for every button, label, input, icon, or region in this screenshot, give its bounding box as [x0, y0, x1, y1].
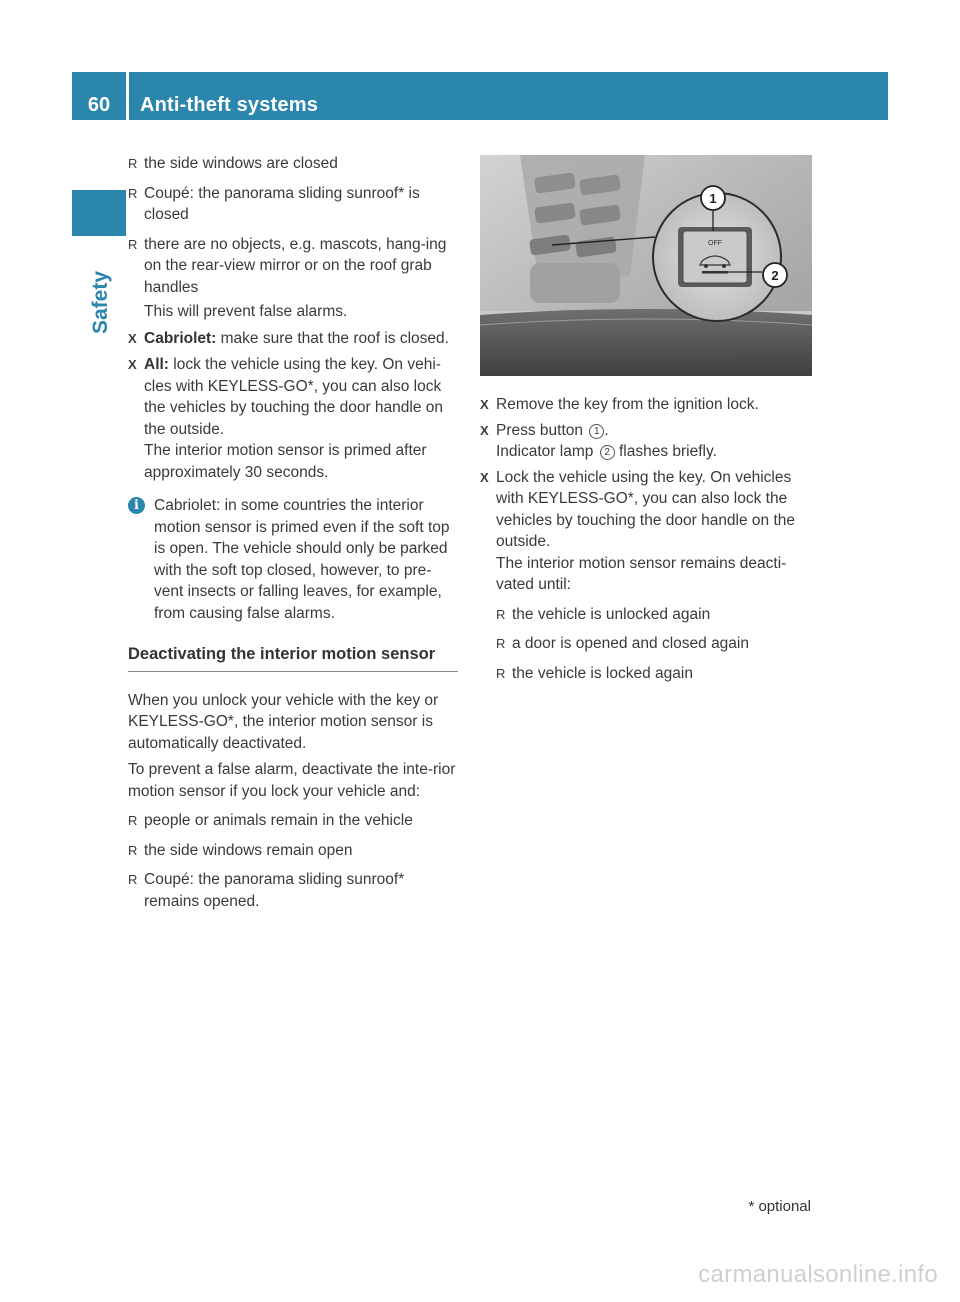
step-press-followup: Indicator lamp 2 flashes briefly. [496, 443, 717, 460]
callout-ref-2: 2 [600, 445, 615, 460]
footnote-optional: * optional [748, 1198, 811, 1215]
bullet-mark: R [496, 665, 506, 681]
list-item: R Coupé: the panorama sliding sunroof* is closed [128, 184, 420, 223]
bullet-mark: R [128, 185, 138, 201]
step-remove-key: X Remove the key from the ignition lock. [480, 394, 812, 416]
step-arrow-icon: X [480, 397, 489, 412]
bullet-mark: R [128, 872, 138, 887]
list-item: R the vehicle is locked again [496, 663, 812, 685]
callout-ref-1: 1 [589, 424, 604, 439]
svg-text:1: 1 [709, 191, 717, 206]
overhead-control-photo [480, 155, 812, 376]
info-note: i Cabriolet: in some countries the interior motion sensor is primed even if the soft top is open. The vehicle should only be parked with the soft top closed, however, to pre-vent insects or falling leaves, for example, from causing false alarms. [128, 495, 460, 624]
button-off-label: OFF [708, 240, 722, 247]
list-item: R a door is opened and closed again [496, 633, 812, 655]
svg-text:2: 2 [771, 268, 779, 283]
side-tab-block [72, 190, 126, 236]
step-lock-vehicle: X Lock the vehicle using the key. On vehicles with KEYLESS-GO*, you can also lock the vehicles by touching the door handle on the outside. The interior motion sensor remains deacti-vated until: [480, 467, 812, 596]
step-all: X All: lock the vehicle using the key. On vehi-cles with KEYLESS-GO*, you can also lock the vehicles by touching the door handle on the outside. The interior motion sensor is primed after approximately 30 seconds. [128, 354, 460, 483]
list-item: R people or animals remain in the vehicle [128, 810, 460, 832]
watermark: carmanualsonline.info [698, 1261, 938, 1288]
left-column [128, 153, 460, 920]
bullet-mark: R [496, 606, 506, 622]
info-icon: i [128, 497, 145, 514]
until-list [480, 604, 812, 685]
paragraph: To prevent a false alarm, deactivate the inte-rior motion sensor if you lock your vehicle and: [128, 761, 456, 800]
step-press-button: X Press button 1 . Indicator lamp 2 flashes briefly. [480, 420, 812, 463]
bullet-mark: R [496, 636, 506, 651]
side-tab-label: Safety [89, 270, 112, 334]
header-divider [126, 72, 129, 120]
overhead-control-illustration [480, 155, 812, 376]
callout-2 [763, 263, 787, 287]
step-arrow-icon: X [480, 469, 489, 485]
page-title: Anti-theft systems [140, 94, 319, 116]
bullet-mark: R [128, 156, 138, 171]
step-lock-followup: The interior motion sensor remains deacti-vated until: [496, 554, 787, 593]
right-column [480, 394, 812, 692]
callout-1 [701, 186, 725, 210]
bullet-mark: R [128, 236, 138, 252]
prevent-text: This will prevent false alarms. [144, 303, 348, 320]
paragraph: When you unlock your vehicle with the key or KEYLESS-GO*, the interior motion sensor is automatically deactivated. [128, 691, 439, 752]
page-header [72, 72, 888, 120]
section-heading: Deactivating the interior motion sensor [128, 644, 458, 672]
list-item: R the side windows remain open [128, 840, 460, 862]
step-all-followup: The interior motion sensor is primed after approximately 30 seconds. [144, 442, 427, 481]
figure-code: P54.25-8080-31 [734, 354, 806, 366]
step-arrow-icon: X [128, 330, 137, 346]
bullet-mark: R [128, 813, 138, 828]
step-cabriolet: X Cabriolet: make sure that the roof is closed. [128, 328, 460, 350]
page-number: 60 [87, 94, 111, 116]
step-arrow-icon: X [128, 357, 137, 372]
list-item: R there are no objects, e.g. mascots, hang-ing on the rear-view mirror or on the roof grab handles [128, 235, 447, 296]
list-item: R the side windows are closed [128, 153, 460, 175]
bullet-mark: R [128, 842, 138, 858]
step-arrow-icon: X [480, 422, 489, 438]
list-item: R the vehicle is unlocked again [496, 604, 812, 626]
list-item: R Coupé: the panorama sliding sunroof* remains opened. [128, 871, 405, 910]
